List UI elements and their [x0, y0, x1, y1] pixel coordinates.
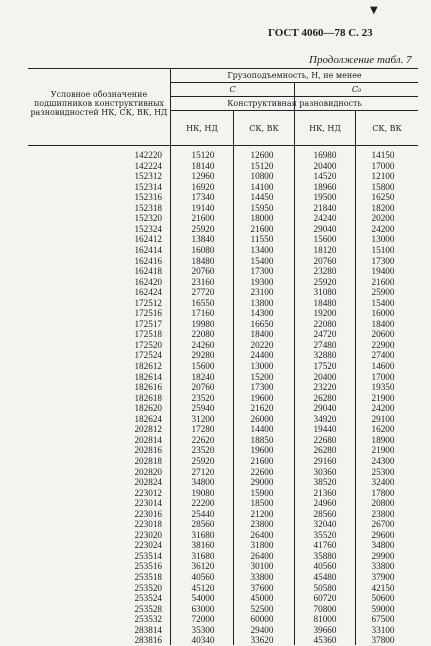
c-value-sk-vk: 26000: [250, 413, 274, 424]
c0-value-sk-vk: 17000: [371, 371, 395, 382]
c0-value-nk-nd: 40560: [313, 561, 337, 572]
bearing-designation: 253514: [134, 550, 162, 561]
c0-value-sk-vk: 21900: [371, 445, 395, 456]
bearing-designation: 182612: [134, 361, 162, 371]
c0-value-sk-vk: 15400: [371, 297, 395, 308]
table-row: [0, 298, 431, 309]
c-value-nk-nd: 19140: [191, 202, 215, 213]
table-row: [0, 614, 431, 625]
table-row: [0, 150, 431, 161]
c-value-sk-vk: 12600: [250, 150, 274, 160]
table-row: [0, 182, 431, 193]
c0-value-sk-vk: 17800: [371, 487, 395, 498]
bearing-designation: 253528: [134, 603, 162, 614]
bearing-designation: 162420: [134, 276, 162, 287]
table-row: [0, 393, 431, 404]
c-value-sk-vk: 37600: [250, 582, 274, 593]
table-row: [0, 266, 431, 277]
col-header-3: НК, НД: [309, 124, 341, 133]
c0-value-sk-vk: 13000: [371, 234, 395, 245]
c0-value-sk-vk: 59000: [371, 603, 395, 614]
bearing-designation: 253516: [134, 561, 162, 572]
c-value-sk-vk: 23800: [250, 519, 274, 530]
c0-value-nk-nd: 70800: [313, 603, 337, 614]
c-value-nk-nd: 24260: [191, 339, 215, 350]
c0-value-sk-vk: 32400: [371, 477, 395, 488]
bearing-designation: 202820: [134, 466, 162, 477]
table-top-rule: [28, 68, 418, 69]
col-header-4: СК, ВК: [372, 124, 402, 133]
c0-value-sk-vk: 15800: [371, 181, 395, 192]
c-value-nk-nd: 25440: [191, 508, 215, 519]
table-row: [0, 192, 431, 203]
table-continuation-label: Продолжение табл. 7: [309, 54, 412, 66]
c-value-nk-nd: 38160: [191, 540, 215, 551]
c0-value-nk-nd: 31080: [313, 287, 337, 298]
table-row: [0, 445, 431, 456]
c-value-nk-nd: 31680: [191, 550, 215, 561]
c0-value-sk-vk: 33800: [371, 561, 395, 572]
c0-value-nk-nd: 16980: [313, 150, 337, 160]
c0-value-nk-nd: 23220: [313, 382, 337, 393]
top-mark: ▼: [370, 5, 378, 16]
c-value-nk-nd: 36120: [191, 561, 215, 572]
c-value-sk-vk: 11550: [250, 234, 274, 245]
c0-value-nk-nd: 32880: [313, 350, 337, 361]
bearing-designation: 182618: [134, 392, 162, 403]
bearing-designation: 283814: [134, 624, 162, 635]
bearing-designation: 253520: [134, 582, 162, 593]
c-value-nk-nd: 31680: [191, 529, 215, 540]
c0-value-nk-nd: 45480: [313, 572, 337, 582]
c0-value-nk-nd: 38520: [313, 477, 337, 488]
c-value-sk-vk: 19600: [250, 392, 274, 403]
c-value-sk-vk: 30100: [250, 561, 274, 572]
bearing-designation: 223020: [134, 529, 162, 540]
c0-value-nk-nd: 35880: [313, 550, 337, 561]
c0-value-nk-nd: 29160: [313, 455, 337, 466]
c0-value-sk-vk: 27400: [371, 350, 395, 361]
c0-value-nk-nd: 60720: [313, 593, 337, 604]
c0-value-nk-nd: 34920: [313, 413, 337, 424]
c-value-sk-vk: 13000: [250, 361, 274, 371]
c0-value-nk-nd: 14520: [313, 171, 337, 182]
c0-value-sk-vk: 20600: [371, 329, 395, 340]
c0-value-sk-vk: 16000: [371, 308, 395, 319]
col-header-2: СК, ВК: [249, 124, 279, 133]
bearing-designation: 172520: [134, 339, 162, 350]
table-row: [0, 213, 431, 224]
c-value-nk-nd: 25920: [191, 455, 215, 466]
c-value-sk-vk: 20220: [250, 339, 274, 350]
table-row: [0, 256, 431, 267]
c-value-sk-vk: 18850: [250, 434, 274, 445]
c0-value-nk-nd: 41760: [313, 540, 337, 551]
table-row: [0, 583, 431, 594]
c0-value-sk-vk: 25300: [371, 466, 395, 477]
c0-value-nk-nd: 21840: [313, 202, 337, 213]
c0-value-nk-nd: 20400: [313, 160, 337, 171]
c0-value-nk-nd: 22680: [313, 434, 337, 445]
c0-value-sk-vk: 42150: [371, 582, 395, 593]
c0-value-sk-vk: 29100: [371, 413, 395, 424]
c0-value-sk-vk: 14600: [371, 361, 395, 371]
c-value-nk-nd: 18240: [191, 371, 215, 382]
c-value-sk-vk: 14100: [250, 181, 274, 192]
c0-value-sk-vk: 19350: [371, 382, 395, 393]
c-value-nk-nd: 28560: [191, 519, 215, 530]
c0-value-sk-vk: 24300: [371, 455, 395, 466]
c0-value-sk-vk: 29600: [371, 529, 395, 540]
c-value-nk-nd: 22080: [191, 329, 215, 340]
c-value-sk-vk: 15120: [250, 160, 274, 171]
c-value-nk-nd: 27120: [191, 466, 215, 477]
bearing-designation: 253532: [134, 614, 162, 625]
table-row: [0, 414, 431, 425]
table-row: [0, 635, 431, 646]
c-value-sk-vk: 18400: [250, 329, 274, 340]
c0-value-nk-nd: 23280: [313, 266, 337, 277]
c-value-nk-nd: 63000: [191, 603, 215, 614]
c0-value-nk-nd: 25920: [313, 276, 337, 287]
bearing-designation: 283816: [134, 635, 162, 646]
c-value-nk-nd: 16920: [191, 181, 215, 192]
c-value-sk-vk: 29000: [250, 477, 274, 488]
c-value-sk-vk: 26400: [250, 550, 274, 561]
c0-value-sk-vk: 21600: [371, 276, 395, 287]
c0-value-nk-nd: 24720: [313, 329, 337, 340]
bearing-designation: 162416: [134, 255, 162, 266]
c-value-sk-vk: 26400: [250, 529, 274, 540]
bearing-designation: 202818: [134, 455, 162, 466]
c-value-sk-vk: 33800: [250, 572, 274, 582]
table-row: [0, 224, 431, 235]
bearing-designation: 172518: [134, 329, 162, 340]
c-value-nk-nd: 27720: [191, 287, 215, 298]
c-value-nk-nd: 20760: [191, 382, 215, 393]
bearing-designation: 202814: [134, 434, 162, 445]
c0-value-nk-nd: 50580: [313, 582, 337, 593]
c-value-nk-nd: 20760: [191, 266, 215, 277]
c-value-nk-nd: 18140: [191, 160, 215, 171]
table-row: [0, 498, 431, 509]
bearing-designation: 162424: [134, 287, 162, 298]
c-value-sk-vk: 15400: [250, 255, 274, 266]
c-value-nk-nd: 35300: [191, 624, 215, 635]
c-value-sk-vk: 22600: [250, 466, 274, 477]
bearing-designation: 172517: [134, 318, 162, 329]
c-value-sk-vk: 13400: [250, 244, 274, 255]
c-value-nk-nd: 34800: [191, 477, 215, 488]
c-value-sk-vk: 52500: [250, 603, 274, 614]
bearing-designation: 182616: [134, 382, 162, 393]
bearing-designation: 223024: [134, 540, 162, 551]
c-value-sk-vk: 21600: [250, 455, 274, 466]
bearing-designation: 142220: [134, 150, 162, 160]
c0-value-nk-nd: 45360: [313, 635, 337, 646]
c0-value-nk-nd: 19500: [313, 192, 337, 203]
c0-value-sk-vk: 18900: [371, 434, 395, 445]
table-row: [0, 488, 431, 499]
bearing-designation: 152312: [134, 171, 162, 182]
c-value-sk-vk: 29400: [250, 624, 274, 635]
c-value-nk-nd: 12960: [191, 171, 215, 182]
c-value-sk-vk: 13800: [250, 297, 274, 308]
c-value-nk-nd: 16080: [191, 244, 215, 255]
bearing-designation: 202812: [134, 424, 162, 435]
table-row: [0, 572, 431, 583]
c-value-nk-nd: 21600: [191, 213, 215, 224]
c-value-sk-vk: 15950: [250, 202, 274, 213]
c0-value-nk-nd: 32040: [313, 519, 337, 530]
c-value-nk-nd: 72000: [191, 614, 215, 625]
row-label-header: [30, 90, 168, 117]
c-value-nk-nd: 13840: [191, 234, 215, 245]
table-row: [0, 234, 431, 245]
bearing-designation: 223014: [134, 498, 162, 509]
c0-value-sk-vk: 15100: [371, 244, 395, 255]
c-value-nk-nd: 16550: [191, 297, 215, 308]
table-row: [0, 403, 431, 414]
table-row: [0, 561, 431, 572]
c-value-sk-vk: 17300: [250, 266, 274, 277]
table-row: [0, 540, 431, 551]
table-row: [0, 287, 431, 298]
col-header-1: НК, НД: [186, 124, 218, 133]
c-value-sk-vk: 24400: [250, 350, 274, 361]
row-label-header-text: Условное обозначение подшипников конструктивных разновидностей НК, СК, ВК, НД: [30, 90, 168, 117]
bearing-designation: 152320: [134, 213, 162, 224]
group-c-header: C: [229, 85, 236, 94]
table-row: [0, 509, 431, 520]
table-row: [0, 530, 431, 541]
c0-value-sk-vk: 19400: [371, 266, 395, 277]
c-value-nk-nd: 29280: [191, 350, 215, 361]
c0-value-sk-vk: 33100: [371, 624, 395, 635]
design-variant-header: Конструктивная разновидность: [227, 99, 362, 108]
bearing-designation: 162414: [134, 244, 162, 255]
bearing-designation: 162418: [134, 266, 162, 277]
table-row: [0, 519, 431, 530]
group-c0-header: C₀: [351, 85, 362, 94]
table-row: [0, 625, 431, 636]
bearing-designation: 172512: [134, 297, 162, 308]
c0-value-nk-nd: 18960: [313, 181, 337, 192]
c0-value-nk-nd: 29040: [313, 403, 337, 414]
c-value-sk-vk: 23100: [250, 287, 274, 298]
table-row: [0, 382, 431, 393]
c-value-nk-nd: 19980: [191, 318, 215, 329]
bearing-designation: 182624: [134, 413, 162, 424]
c-value-nk-nd: 40340: [191, 635, 215, 646]
c-value-nk-nd: 17340: [191, 192, 215, 203]
c0-value-nk-nd: 19440: [313, 424, 337, 435]
c0-value-nk-nd: 26280: [313, 445, 337, 456]
table-row: [0, 372, 431, 383]
c0-value-nk-nd: 27480: [313, 339, 337, 350]
c0-value-sk-vk: 23800: [371, 508, 395, 519]
c0-value-nk-nd: 26280: [313, 392, 337, 403]
c-value-sk-vk: 21620: [250, 403, 274, 414]
c0-value-nk-nd: 22080: [313, 318, 337, 329]
table-row: [0, 467, 431, 478]
table-row: [0, 340, 431, 351]
c-value-sk-vk: 14400: [250, 424, 274, 435]
c0-value-sk-vk: 20800: [371, 498, 395, 509]
c0-value-nk-nd: 30360: [313, 466, 337, 477]
c0-value-nk-nd: 28560: [313, 508, 337, 519]
c0-value-sk-vk: 22900: [371, 339, 395, 350]
c-value-sk-vk: 17300: [250, 382, 274, 393]
c0-value-sk-vk: 29900: [371, 550, 395, 561]
c-value-sk-vk: 21600: [250, 223, 274, 234]
c-value-nk-nd: 22620: [191, 434, 215, 445]
c-value-nk-nd: 17280: [191, 424, 215, 435]
table-row: [0, 329, 431, 340]
c-value-nk-nd: 25920: [191, 223, 215, 234]
c0-value-nk-nd: 35520: [313, 529, 337, 540]
c0-value-sk-vk: 34800: [371, 540, 395, 551]
bearing-designation: 172524: [134, 350, 162, 361]
c0-value-nk-nd: 19200: [313, 308, 337, 319]
c-value-nk-nd: 23520: [191, 392, 215, 403]
c-value-sk-vk: 15200: [250, 371, 274, 382]
bearing-designation: 142224: [134, 160, 162, 171]
c-value-sk-vk: 19600: [250, 445, 274, 456]
c0-value-nk-nd: 39660: [313, 624, 337, 635]
table-row: [0, 477, 431, 488]
c-value-nk-nd: 23160: [191, 276, 215, 287]
c-value-sk-vk: 16650: [250, 318, 274, 329]
c0-value-sk-vk: 67500: [371, 614, 395, 625]
c-value-nk-nd: 18480: [191, 255, 215, 266]
bearing-designation: 223016: [134, 508, 162, 519]
c0-value-sk-vk: 18200: [371, 202, 395, 213]
c0-value-sk-vk: 12100: [371, 171, 395, 182]
c0-value-sk-vk: 16250: [371, 192, 395, 203]
c0-value-nk-nd: 15600: [313, 234, 337, 245]
table-row: [0, 277, 431, 288]
bearing-designation: 202824: [134, 477, 162, 488]
c0-value-sk-vk: 21900: [371, 392, 395, 403]
table-row: [0, 361, 431, 372]
c-value-nk-nd: 23520: [191, 445, 215, 456]
c0-value-sk-vk: 26700: [371, 519, 395, 530]
c-value-nk-nd: 31200: [191, 413, 215, 424]
c0-value-sk-vk: 37800: [371, 635, 395, 646]
c-value-sk-vk: 31800: [250, 540, 274, 551]
table-row: [0, 456, 431, 467]
table-row: [0, 350, 431, 361]
bearing-designation: 223018: [134, 519, 162, 530]
bearing-designation: 223012: [134, 487, 162, 498]
c0-value-nk-nd: 21360: [313, 487, 337, 498]
page-header: ГОСТ 4060—78 С. 23: [268, 27, 373, 39]
c-value-nk-nd: 19080: [191, 487, 215, 498]
c-value-nk-nd: 54000: [191, 593, 215, 604]
c0-value-sk-vk: 25900: [371, 287, 395, 298]
table-row: [0, 308, 431, 319]
c-value-nk-nd: 17160: [191, 308, 215, 319]
bearing-designation: 182620: [134, 403, 162, 414]
bearing-designation: 162412: [134, 234, 162, 245]
c-value-sk-vk: 21200: [250, 508, 274, 519]
c-value-sk-vk: 14300: [250, 308, 274, 319]
c0-value-nk-nd: 17520: [313, 361, 337, 371]
bearing-designation: 152324: [134, 223, 162, 234]
c-value-sk-vk: 19300: [250, 276, 274, 287]
c-value-sk-vk: 10800: [250, 171, 274, 182]
c-value-nk-nd: 25940: [191, 403, 215, 414]
c0-value-sk-vk: 24200: [371, 223, 395, 234]
table-row: [0, 319, 431, 330]
bearing-designation: 202816: [134, 445, 162, 456]
table-row: [0, 435, 431, 446]
c0-value-nk-nd: 24240: [313, 213, 337, 224]
c0-value-sk-vk: 14150: [371, 150, 395, 160]
c-value-nk-nd: 40560: [191, 572, 215, 582]
table-row: [0, 203, 431, 214]
c0-value-nk-nd: 81000: [313, 614, 337, 625]
table-row: [0, 171, 431, 182]
c0-value-nk-nd: 24960: [313, 498, 337, 509]
c0-value-nk-nd: 18120: [313, 244, 337, 255]
load-capacity-header: Грузоподъемность, Н, не менее: [227, 71, 362, 80]
c-value-sk-vk: 14450: [250, 192, 274, 203]
c-value-sk-vk: 60000: [250, 614, 274, 625]
bearing-designation: 253524: [134, 593, 162, 604]
c-value-sk-vk: 18000: [250, 213, 274, 224]
c0-value-sk-vk: 37900: [371, 572, 395, 582]
table-row: [0, 604, 431, 615]
c-value-sk-vk: 15900: [250, 487, 274, 498]
c0-value-sk-vk: 16200: [371, 424, 395, 435]
table-row: [0, 551, 431, 562]
c0-value-sk-vk: 24200: [371, 403, 395, 414]
c0-value-nk-nd: 20400: [313, 371, 337, 382]
c-value-nk-nd: 15120: [191, 150, 215, 160]
c-value-sk-vk: 33620: [250, 635, 274, 646]
bearing-designation: 253518: [134, 572, 162, 582]
table-row: [0, 245, 431, 256]
c0-value-sk-vk: 18400: [371, 318, 395, 329]
c-value-nk-nd: 15600: [191, 361, 215, 371]
bearing-designation: 152314: [134, 181, 162, 192]
c0-value-sk-vk: 50600: [371, 593, 395, 604]
bearing-designation: 152316: [134, 192, 162, 203]
bearing-designation: 172516: [134, 308, 162, 319]
c0-value-sk-vk: 17000: [371, 160, 395, 171]
table-row: [0, 161, 431, 172]
c0-value-nk-nd: 20760: [313, 255, 337, 266]
table-row: [0, 424, 431, 435]
c0-value-nk-nd: 29040: [313, 223, 337, 234]
c-value-sk-vk: 45000: [250, 593, 274, 604]
bearing-designation: 152318: [134, 202, 162, 213]
bearing-designation: 182614: [134, 371, 162, 382]
c0-value-nk-nd: 18480: [313, 297, 337, 308]
table-row: [0, 593, 431, 604]
c-value-nk-nd: 45120: [191, 582, 215, 593]
header-bottom-rule: [28, 145, 418, 146]
c-value-sk-vk: 18500: [250, 498, 274, 509]
c0-value-sk-vk: 20200: [371, 213, 395, 224]
c-value-nk-nd: 22200: [191, 498, 215, 509]
c0-value-sk-vk: 17300: [371, 255, 395, 266]
